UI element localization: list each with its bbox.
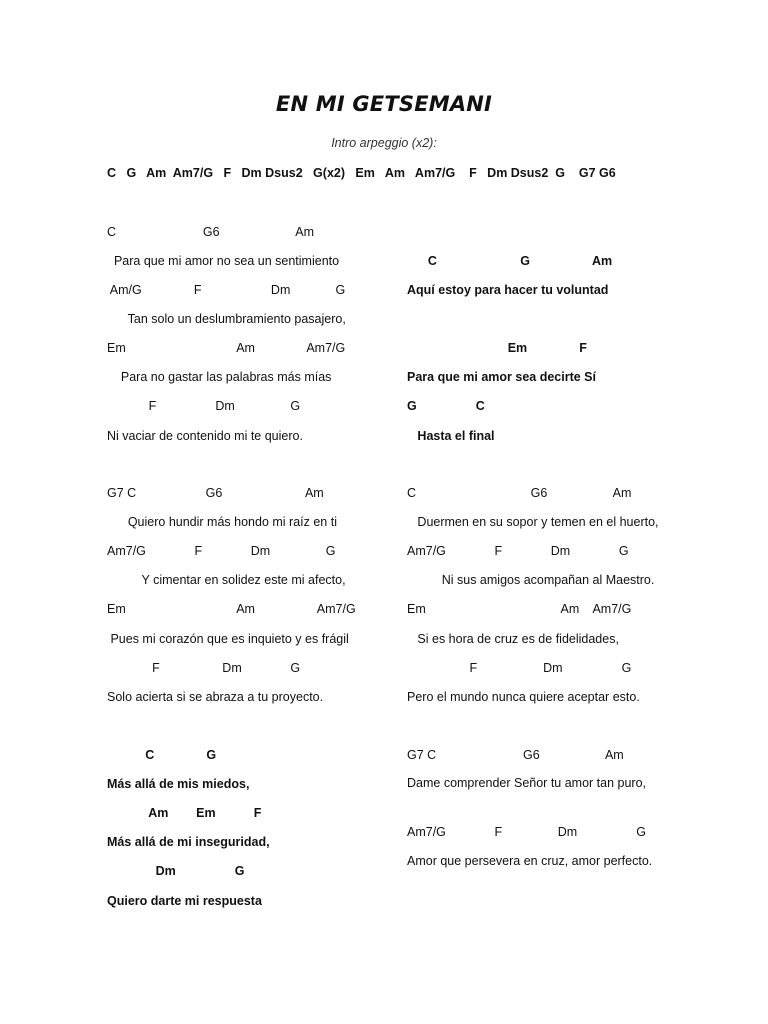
lyric-line: Para que mi amor sea decirte Sí: [407, 370, 596, 384]
chord-line: Am7/G F Dm G: [407, 544, 629, 558]
lyric-line: Pues mi corazón que es inquieto y es frágil: [107, 632, 349, 646]
chord-line: Em Am Am7/G: [407, 602, 632, 616]
chord-line: Em Am Am7/G: [107, 602, 356, 616]
chord-line: G7 C G6 Am: [107, 486, 324, 500]
chord-line: C G Am: [407, 254, 613, 268]
lyric-line: Para no gastar las palabras más mías: [107, 370, 332, 384]
lyric-line: Si es hora de cruz es de fidelidades,: [407, 632, 619, 646]
chord-line: Am7/G F Dm G: [407, 825, 646, 839]
chord-line: G C: [407, 399, 485, 413]
chord-line: C G: [107, 748, 217, 762]
chord-line: Am/G F Dm G: [107, 283, 346, 297]
lyric-line: Solo acierta si se abraza a tu proyecto.: [107, 690, 324, 704]
song-title: EN MI GETSEMANI: [275, 92, 493, 116]
chord-line: Em Am Am7/G: [107, 341, 346, 355]
chord-line: F Dm G: [107, 399, 301, 413]
lyric-line: Ni sus amigos acompañan al Maestro.: [407, 573, 655, 587]
lyric-line: Amor que persevera en cruz, amor perfecto.: [407, 854, 653, 868]
lyric-line: Tan solo un deslumbramiento pasajero,: [107, 312, 346, 326]
lyric-line: Para que mi amor no sea un sentimiento: [107, 254, 340, 268]
lyric-line: Y cimentar en solidez este mi afecto,: [107, 573, 346, 587]
lyric-line: Ni vaciar de contenido mi te quiero.: [107, 429, 303, 443]
intro-chords: C G Am Am7/G F Dm Dsus2 G(x2) Em Am Am7/G F Dm Dsus2 G G7 G6: [107, 166, 616, 180]
chord-line: Dm G: [107, 864, 245, 878]
chord-line: C G6 Am: [107, 225, 314, 239]
chord-line: F Dm G: [107, 661, 301, 675]
lyric-line: Dame comprender Señor tu amor tan puro,: [407, 776, 647, 790]
lyric-line: Aquí estoy para hacer tu voluntad: [407, 283, 609, 297]
lyric-line: Hasta el final: [407, 429, 495, 443]
lyric-line: Duermen en su sopor y temen en el huerto,: [407, 515, 659, 529]
chord-line: F Dm G: [407, 661, 632, 675]
chord-line: G7 C G6 Am: [407, 748, 624, 762]
intro-label: Intro arpeggio (x2):: [331, 136, 437, 150]
lyric-line: Más allá de mis miedos,: [107, 777, 250, 791]
chord-line: Em F: [407, 341, 587, 355]
lyric-line: Quiero hundir más hondo mi raíz en ti: [107, 515, 337, 529]
chord-line: Am Em F: [107, 806, 262, 820]
chord-line: Am7/G F Dm G: [107, 544, 336, 558]
lyric-line: Pero el mundo nunca quiere aceptar esto.: [407, 690, 640, 704]
lyric-line: Más allá de mi inseguridad,: [107, 835, 270, 849]
chord-line: C G6 Am: [407, 486, 632, 500]
lyric-line: Quiero darte mi respuesta: [107, 894, 262, 908]
